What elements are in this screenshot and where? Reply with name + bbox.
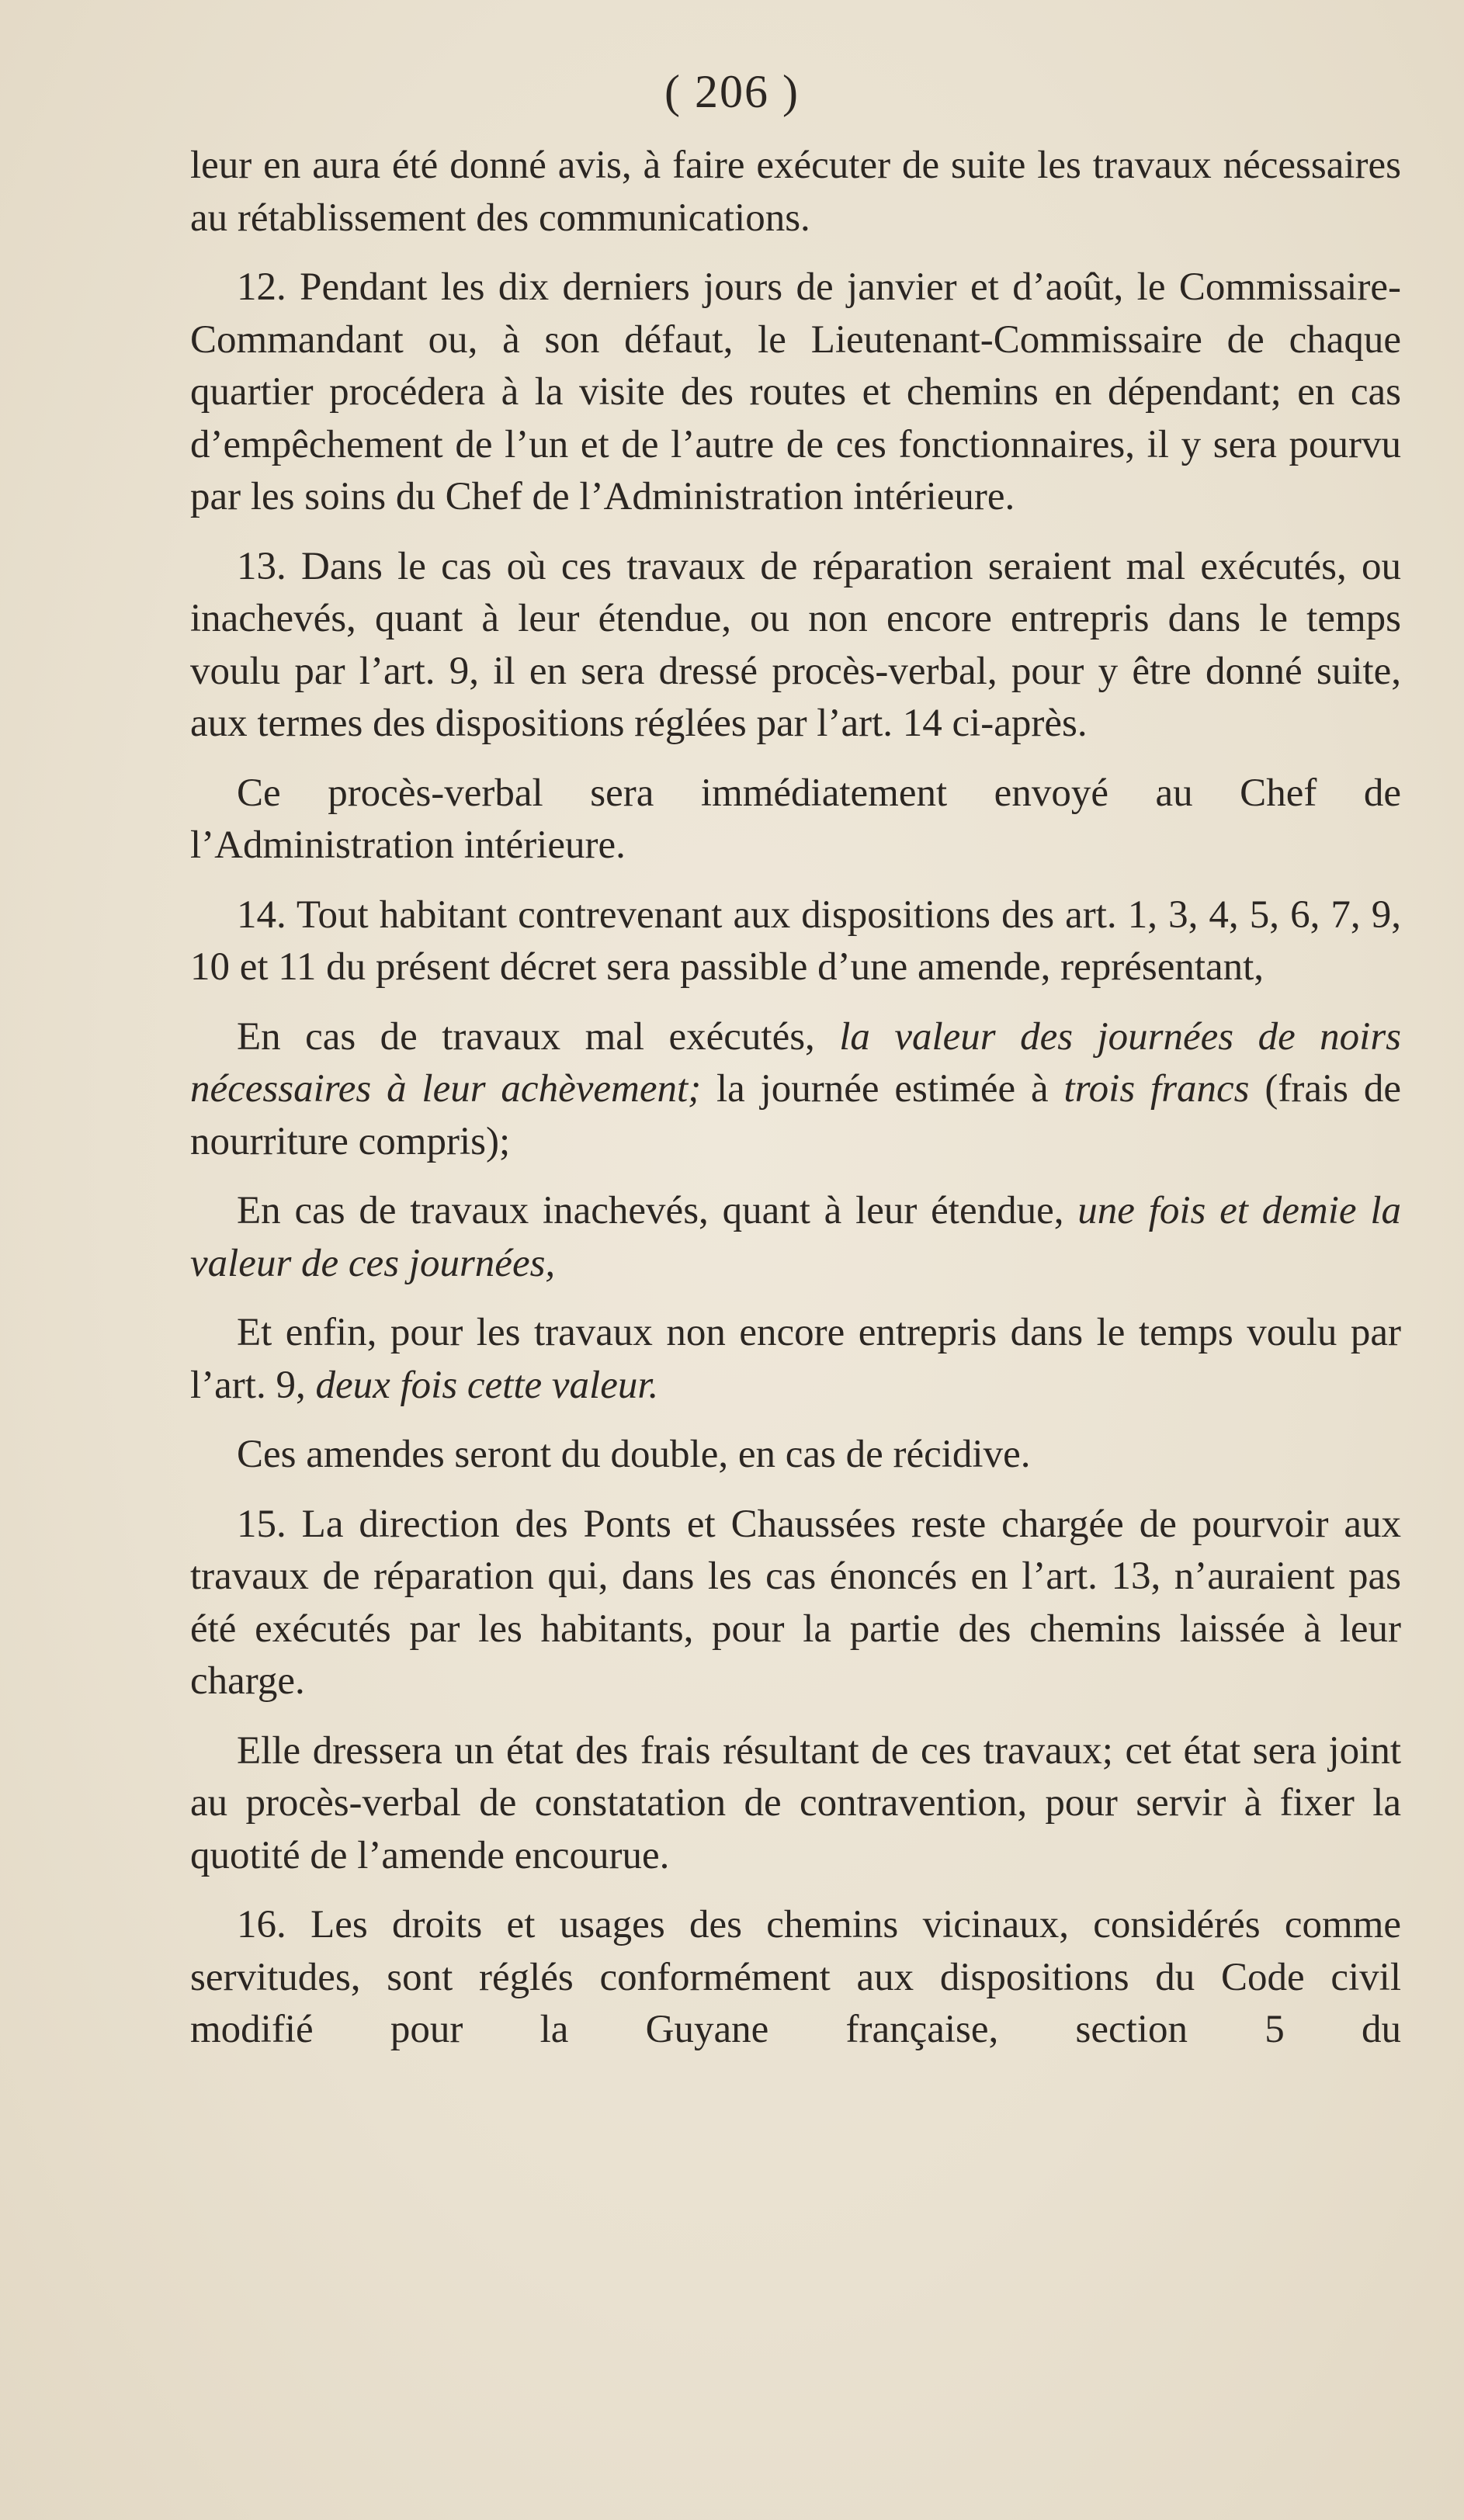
text-segment: leur en aura été donné avis, à faire exécuter de suite les travaux nécessaires au rétablissement des communications. <box>190 144 1401 240</box>
text-segment: 13. Dans le cas où ces travaux de réparation seraient mal exécutés, ou inachevés, quant à leur étendue, ou non encore entrepris dans le temps voulu par l’art. 9, il en sera dressé procès-verbal, pour y être donné suite, aux termes des dispositions réglées par l’art. 14 ci-après. <box>190 544 1401 745</box>
body-text <box>190 140 1401 2057</box>
paragraph-article-14-b <box>190 1185 1401 1290</box>
paragraph-article-13-b <box>190 768 1401 872</box>
italic-text: trois francs <box>1063 1067 1250 1111</box>
paragraph-article-15-b <box>190 1725 1401 1883</box>
paragraph-article-14-d <box>190 1429 1401 1482</box>
text-segment: (frais de nourriture compris); <box>190 1067 1401 1163</box>
text-segment: 14. Tout habitant contrevenant aux dispositions des art. 1, 3, 4, 5, 6, 7, 9, 10 et 11 du présent décret sera passible d’une amende, représentant, <box>190 893 1401 989</box>
page-number: ( 206 ) <box>664 66 800 117</box>
text-segment: Et enfin, pour les travaux non encore entrepris dans le temps voulu par l’art. 9, <box>190 1311 1401 1407</box>
text-segment: 12. Pendant les dix derniers jours de janvier et d’août, le Commissaire-Commandant ou, à son défaut, le Lieutenant-Commissaire de chaque quartier procédera à la visite des routes et chemins en dépendant; en cas d’empêchement de l’un et de l’autre de ces fonctionnaires, il y sera pourvu par les soins du Chef de l’Administration intérieure. <box>190 265 1401 518</box>
paragraph-article-16 <box>190 1899 1401 2057</box>
text-segment: Elle dressera un état des frais résultant de ces travaux; cet état sera joint au procès-verbal de constatation de contravention, pour servir à fixer la quotité de l’amende encourue. <box>190 1728 1401 1877</box>
paragraph-article-15 <box>190 1499 1401 1708</box>
paragraph-article-14 <box>190 889 1401 994</box>
text-segment: Ce procès-verbal sera immédiatement envoyé au Chef de l’Administration intérieure. <box>190 771 1401 867</box>
text-segment: 15. La direction des Ponts et Chaussées reste chargée de pourvoir aux travaux de réparation qui, dans les cas énoncés en l’art. 13, n’auraient pas été exécutés par les habitants, pour la partie des chemins laissée à leur charge. <box>190 1502 1401 1703</box>
paragraph-article-12 <box>190 262 1401 524</box>
paragraph-article-14-c <box>190 1307 1401 1412</box>
paragraph-article-13 <box>190 541 1401 750</box>
italic-text: deux fois cette valeur. <box>315 1363 659 1407</box>
text-segment: Ces amendes seront du double, en cas de récidive. <box>237 1433 1031 1476</box>
italic-text: la valeur des journées de noirs nécessaires à leur achèvement; <box>190 1014 1402 1111</box>
text-segment: la journée estimée à <box>701 1067 1064 1111</box>
text-segment: En cas de travaux inachevés, quant à leur étendue, <box>237 1189 1078 1232</box>
text-segment: En cas de travaux mal exécutés, <box>237 1014 840 1059</box>
text-segment: 16. Les droits et usages des chemins vicinaux, considérés comme servitudes, sont réglés conformément aux dispositions du Code civil modifié pour la Guyane française, section 5 du <box>190 1903 1401 2051</box>
paragraph-article-14-a <box>190 1011 1401 1169</box>
paragraph-continuation <box>190 140 1401 244</box>
italic-text: une fois et demie la valeur de ces journées, <box>190 1189 1401 1285</box>
